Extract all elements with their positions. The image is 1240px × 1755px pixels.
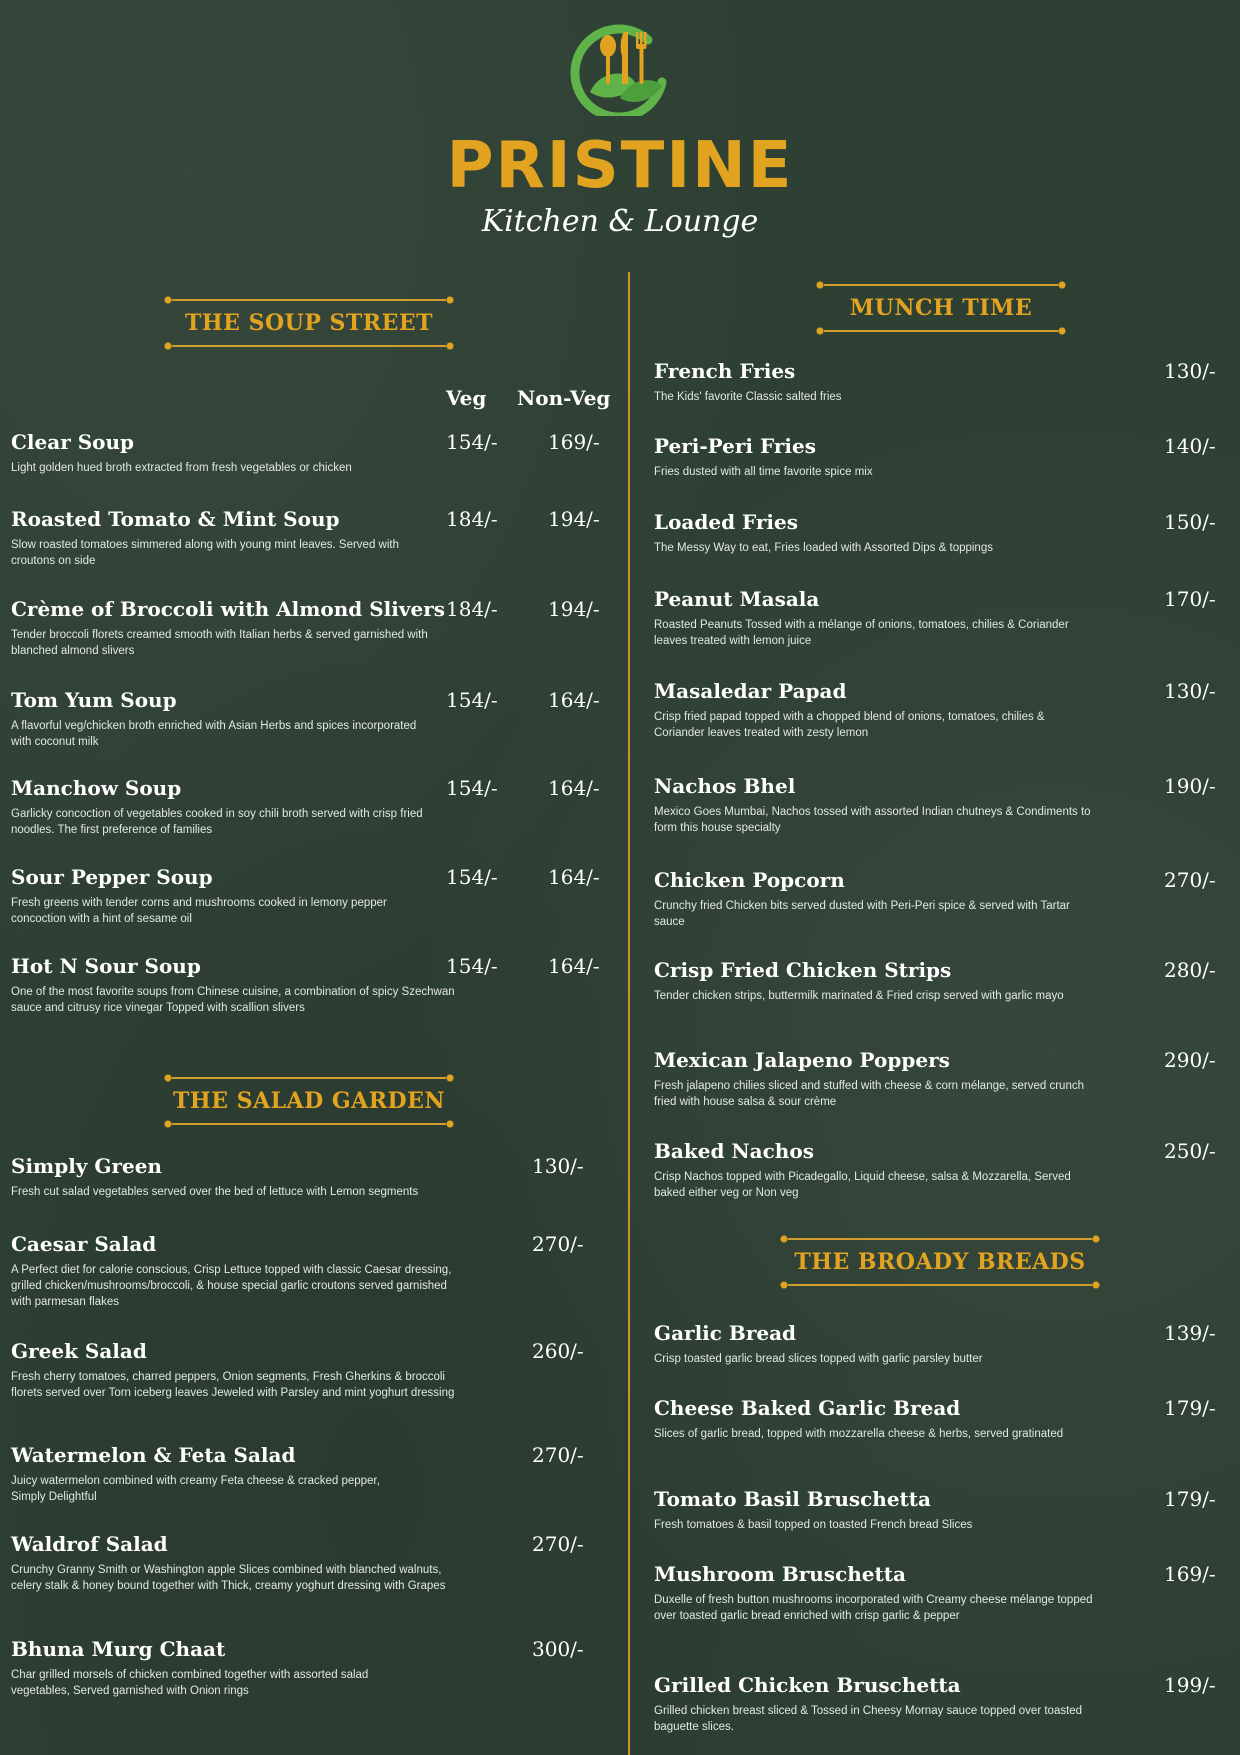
item-name: Peri-Peri Fries	[654, 434, 816, 458]
item-description: Tender chicken strips, buttermilk marinated & Fried crisp served with garlic mayo	[654, 990, 1064, 1002]
section-title: THE BROADY BREADS	[794, 1249, 1086, 1275]
section-title: THE SALAD GARDEN	[173, 1088, 445, 1114]
brand-header	[0, 20, 1240, 239]
column-header-nonveg: Non-Veg	[517, 386, 611, 410]
item-name: Chicken Popcorn	[654, 868, 845, 892]
menu-item	[11, 430, 431, 476]
section-title: MUNCH TIME	[849, 295, 1033, 321]
item-price-veg: 184/-	[446, 507, 498, 531]
item-price: 130/-	[1164, 359, 1216, 383]
item-description: Tender broccoli florets creamed smooth with Italian herbs & served garnished with blanched almond slivers	[11, 629, 428, 658]
item-description: A flavorful veg/chicken broth enriched with Asian Herbs and spices incorporated with coconut milk	[11, 720, 417, 749]
item-description: Roasted Peanuts Tossed with a mélange of onions, tomatoes, chilies & Coriander leaves treated with lemon juice	[654, 619, 1069, 648]
item-price: 280/-	[1164, 958, 1216, 982]
item-price-nonveg: 194/-	[548, 507, 600, 531]
menu-item	[654, 587, 1094, 649]
item-name: Mexican Jalapeno Poppers	[654, 1048, 950, 1072]
item-name: Watermelon & Feta Salad	[11, 1443, 296, 1467]
section-title: THE SOUP STREET	[185, 310, 433, 336]
item-name: Greek Salad	[11, 1339, 147, 1363]
heading-ornament-bottom	[780, 1279, 1100, 1291]
item-price: 179/-	[1164, 1396, 1216, 1420]
item-price: 140/-	[1164, 434, 1216, 458]
item-price: 250/-	[1164, 1139, 1216, 1163]
menu-item	[654, 1562, 1094, 1624]
item-price-veg: 154/-	[446, 688, 498, 712]
heading-ornament-bottom	[164, 340, 454, 352]
item-price: 179/-	[1164, 1487, 1216, 1511]
item-name: Crème of Broccoli with Almond Slivers	[11, 597, 446, 621]
heading-ornament-top	[164, 1072, 454, 1084]
menu-item	[11, 1339, 461, 1401]
heading-ornament-top	[164, 294, 454, 306]
item-name: Tom Yum Soup	[11, 688, 177, 712]
item-description: Duxelle of fresh button mushrooms incorporated with Creamy cheese mélange topped over toasted garlic bread enriched with crisp garlic & pepper	[654, 1594, 1093, 1623]
item-name: Sour Pepper Soup	[11, 865, 213, 889]
item-description: Crisp toasted garlic bread slices topped with garlic parsley butter	[654, 1353, 983, 1365]
item-description: Fresh cut salad vegetables served over the bed of lettuce with Lemon segments	[11, 1186, 419, 1198]
item-price: 260/-	[532, 1339, 584, 1363]
item-description: Crunchy fried Chicken bits served dusted with Peri-Peri spice & served with Tartar sauce	[654, 900, 1070, 929]
item-description: Fresh jalapeno chilies sliced and stuffed with cheese & corn mélange, served crunch fried with house salsa & sour crème	[654, 1080, 1084, 1109]
item-description: Light golden hued broth extracted from fresh vegetables or chicken	[11, 462, 352, 474]
item-description: One of the most favorite soups from Chinese cuisine, a combination of spicy Szechwan sauce and citrusy rice vinegar Topped with scallion slivers	[11, 986, 455, 1015]
menu-item	[654, 510, 1094, 556]
fork-spoon-knife-leaf-icon	[570, 20, 670, 116]
item-description: Crisp Nachos topped with Picadegallo, Liquid cheese, salsa & Mozzarella, Served baked either veg or Non veg	[654, 1171, 1071, 1200]
menu-item	[11, 1154, 481, 1200]
item-price: 290/-	[1164, 1048, 1216, 1072]
item-price: 170/-	[1164, 587, 1216, 611]
item-price-nonveg: 169/-	[548, 430, 600, 454]
item-price: 270/-	[1164, 868, 1216, 892]
heading-ornament-bottom	[816, 325, 1066, 337]
menu-item	[11, 597, 446, 659]
heading-ornament-top	[816, 279, 1066, 291]
menu-item	[11, 776, 431, 838]
menu-item	[654, 1321, 1094, 1367]
item-description: Mexico Goes Mumbai, Nachos tossed with assorted Indian chutneys & Condiments to form this house specialty	[654, 806, 1091, 835]
menu-item	[654, 1048, 1094, 1110]
item-price: 139/-	[1164, 1321, 1216, 1345]
item-name: Loaded Fries	[654, 510, 798, 534]
menu-item	[11, 954, 461, 1016]
item-description: Fresh tomatoes & basil topped on toasted French bread Slices	[654, 1519, 973, 1531]
item-price: 130/-	[532, 1154, 584, 1178]
item-description: Grilled chicken breast sliced & Tossed in Cheesy Mornay sauce topped over toasted baguette slices.	[654, 1705, 1083, 1734]
item-name: French Fries	[654, 359, 796, 383]
item-name: Nachos Bhel	[654, 774, 796, 798]
menu-item	[654, 679, 1094, 741]
item-description: Crisp fried papad topped with a chopped blend of onions, tomatoes, chilies & Coriander leaves treated with zesty lemon	[654, 711, 1045, 740]
section-heading-soup	[164, 294, 454, 352]
item-name: Bhuna Murg Chaat	[11, 1637, 226, 1661]
section-heading-munch	[816, 279, 1066, 337]
item-name: Mushroom Bruschetta	[654, 1562, 906, 1586]
item-name: Garlic Bread	[654, 1321, 797, 1345]
item-price: 150/-	[1164, 510, 1216, 534]
item-name: Waldrof Salad	[11, 1532, 168, 1556]
menu-item	[654, 434, 1094, 480]
menu-item	[11, 1443, 411, 1505]
item-description: Crunchy Granny Smith or Washington apple Slices combined with blanched walnuts, celery stalk & honey bound together with Thick, creamy yoghurt dressing with Grapes	[11, 1564, 446, 1593]
item-name: Masaledar Papad	[654, 679, 847, 703]
menu-item	[11, 507, 431, 569]
item-price-veg: 154/-	[446, 776, 498, 800]
item-name: Grilled Chicken Bruschetta	[654, 1673, 961, 1697]
item-name: Clear Soup	[11, 430, 135, 454]
item-description: A Perfect diet for calorie conscious, Crisp Lettuce topped with classic Caesar dressing, grilled chicken/mushrooms/broccoli, & house special garlic croutons served garnished with parmesan flakes	[11, 1264, 452, 1309]
column-divider	[628, 272, 630, 1755]
column-header-veg: Veg	[446, 386, 487, 410]
item-price: 300/-	[532, 1637, 584, 1661]
menu-item	[654, 958, 1094, 1004]
item-name: Crisp Fried Chicken Strips	[654, 958, 952, 982]
menu-item	[11, 1232, 461, 1310]
item-name: Tomato Basil Bruschetta	[654, 1487, 931, 1511]
item-price-nonveg: 194/-	[548, 597, 600, 621]
item-description: Fresh cherry tomatoes, charred peppers, Onion segments, Fresh Gherkins & broccoli florets served over Torn iceberg leaves Jeweled with Parsley and mint yoghurt dressing	[11, 1371, 455, 1400]
item-description: Slow roasted tomatoes simmered along with young mint leaves. Served with croutons on side	[11, 539, 399, 568]
menu-item	[654, 1673, 1094, 1735]
heading-ornament-top	[780, 1233, 1100, 1245]
menu-item	[654, 1139, 1094, 1201]
brand-tagline: Kitchen & Lounge	[481, 204, 759, 239]
item-price: 270/-	[532, 1443, 584, 1467]
item-price: 270/-	[532, 1532, 584, 1556]
item-name: Peanut Masala	[654, 587, 820, 611]
item-price-veg: 154/-	[446, 954, 498, 978]
item-price: 169/-	[1164, 1562, 1216, 1586]
item-description: The Kids' favorite Classic salted fries	[654, 391, 842, 403]
item-name: Caesar Salad	[11, 1232, 157, 1256]
item-name: Cheese Baked Garlic Bread	[654, 1396, 961, 1420]
item-price: 130/-	[1164, 679, 1216, 703]
heading-ornament-bottom	[164, 1118, 454, 1130]
item-price-nonveg: 164/-	[548, 954, 600, 978]
item-price: 190/-	[1164, 774, 1216, 798]
item-price: 270/-	[532, 1232, 584, 1256]
menu-item	[11, 1532, 461, 1594]
section-heading-breads	[780, 1233, 1100, 1291]
item-name: Roasted Tomato & Mint Soup	[11, 507, 340, 531]
item-price-veg: 184/-	[446, 597, 498, 621]
menu-item	[11, 688, 431, 750]
item-price-veg: 154/-	[446, 865, 498, 889]
item-name: Hot N Sour Soup	[11, 954, 201, 978]
menu-item	[654, 359, 1094, 405]
item-name: Simply Green	[11, 1154, 162, 1178]
item-description: Juicy watermelon combined with creamy Feta cheese & cracked pepper, Simply Delightful	[11, 1475, 380, 1504]
menu-item	[654, 868, 1094, 930]
brand-name: PRISTINE	[446, 129, 794, 203]
item-description: Char grilled morsels of chicken combined together with assorted salad vegetables, Served garnished with Onion rings	[11, 1669, 369, 1698]
item-description: Fries dusted with all time favorite spice mix	[654, 466, 873, 478]
item-name: Manchow Soup	[11, 776, 182, 800]
item-price-nonveg: 164/-	[548, 865, 600, 889]
item-price: 199/-	[1164, 1673, 1216, 1697]
item-price-nonveg: 164/-	[548, 688, 600, 712]
menu-item	[11, 1637, 411, 1699]
item-price-nonveg: 164/-	[548, 776, 600, 800]
item-description: Fresh greens with tender corns and mushrooms cooked in lemony pepper concoction with a hint of sesame oil	[11, 897, 387, 926]
item-description: The Messy Way to eat, Fries loaded with Assorted Dips & toppings	[654, 542, 993, 554]
item-description: Garlicky concoction of vegetables cooked in soy chili broth served with crisp fried noodles. The first preference of families	[11, 808, 423, 837]
item-name: Baked Nachos	[654, 1139, 814, 1163]
item-price-veg: 154/-	[446, 430, 498, 454]
menu-item	[654, 774, 1094, 836]
menu-item	[11, 865, 431, 927]
menu-item	[654, 1487, 1094, 1533]
menu-item	[654, 1396, 1094, 1442]
section-heading-salad	[164, 1072, 454, 1130]
item-description: Slices of garlic bread, topped with mozzarella cheese & herbs, served gratinated	[654, 1428, 1064, 1440]
